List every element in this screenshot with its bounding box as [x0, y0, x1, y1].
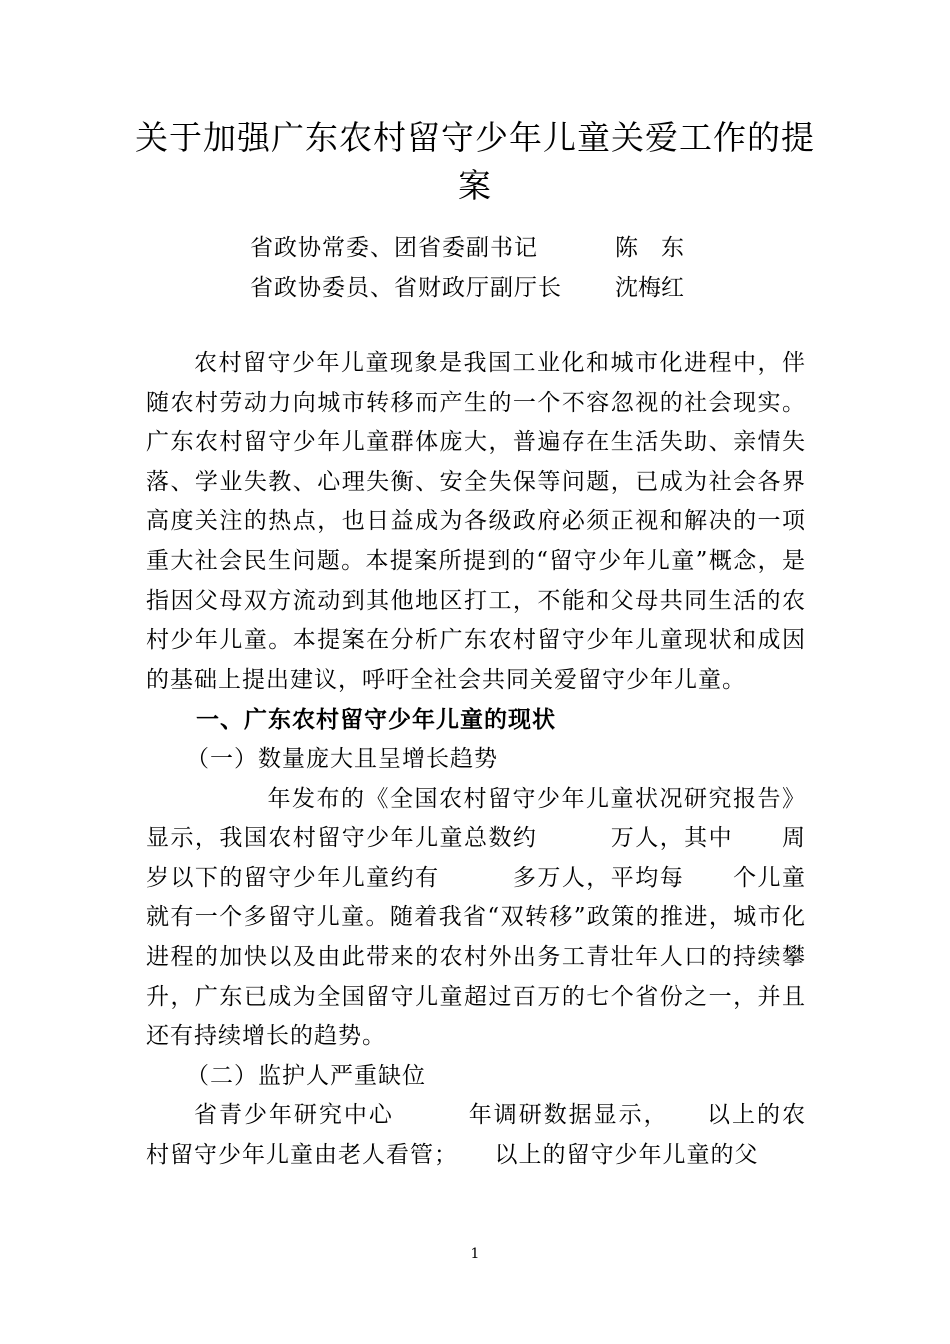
subsection-heading: （一）数量庞大且呈增长趋势: [186, 745, 498, 772]
author-line: [250, 268, 770, 308]
document-body: [146, 344, 806, 1175]
author-role: 省政协常委、团省委副书记: [250, 235, 538, 261]
body-paragraph: 年发布的《全国农村留守少年儿童状况研究报告》显示，我国农村留守少年儿童总数约 万人，其中 周岁以下的留守少年儿童约有 多万人，平均每 个儿童就有一个多留守儿童。随着我省“双转移”政策的推进，城市化进程的加快以及由此带来的农村外出务工青壮年人口的持续攀升，广东已成为全国留守儿童超过百万的七个省份之一，并且还有持续增长的趋势。: [146, 785, 806, 1050]
intro-paragraph: 农村留守少年儿童现象是我国工业化和城市化进程中，伴随农村劳动力向城市转移而产生的一个不容忽视的社会现实。广东农村留守少年儿童群体庞大，普遍存在生活失助、亲情失落、学业失教、心理失衡、安全失保等问题，已成为社会各界高度关注的热点，也日益成为各级政府必须正视和解决的一项重大社会民生问题。本提案所提到的“留守少年儿童”概念，是指因父母双方流动到其他地区打工，不能和父母共同生活的农村少年儿童。本提案在分析广东农村留守少年儿童现状和成因的基础上提出建议，呼吁全社会共同关爱留守少年儿童。: [146, 350, 806, 693]
author-line: [250, 228, 770, 268]
author-role: 省政协委员、省财政厅副厅长: [250, 275, 562, 301]
section-heading: 一、广东农村留守少年儿童的现状: [196, 706, 556, 734]
body-paragraph: 省青少年研究中心 年调研数据显示， 以上的农村留守少年儿童由老人看管； 以上的留守少年儿童的父: [146, 1102, 806, 1168]
document-title: 关于加强广东农村留守少年儿童关爱工作的提案: [135, 118, 815, 206]
author-name: 沈梅红: [615, 275, 684, 301]
subsection-heading: （二）监护人严重缺位: [186, 1062, 426, 1089]
page-number: 1: [470, 1246, 480, 1262]
author-name: 陈 东: [615, 235, 684, 261]
author-block: [250, 228, 770, 308]
